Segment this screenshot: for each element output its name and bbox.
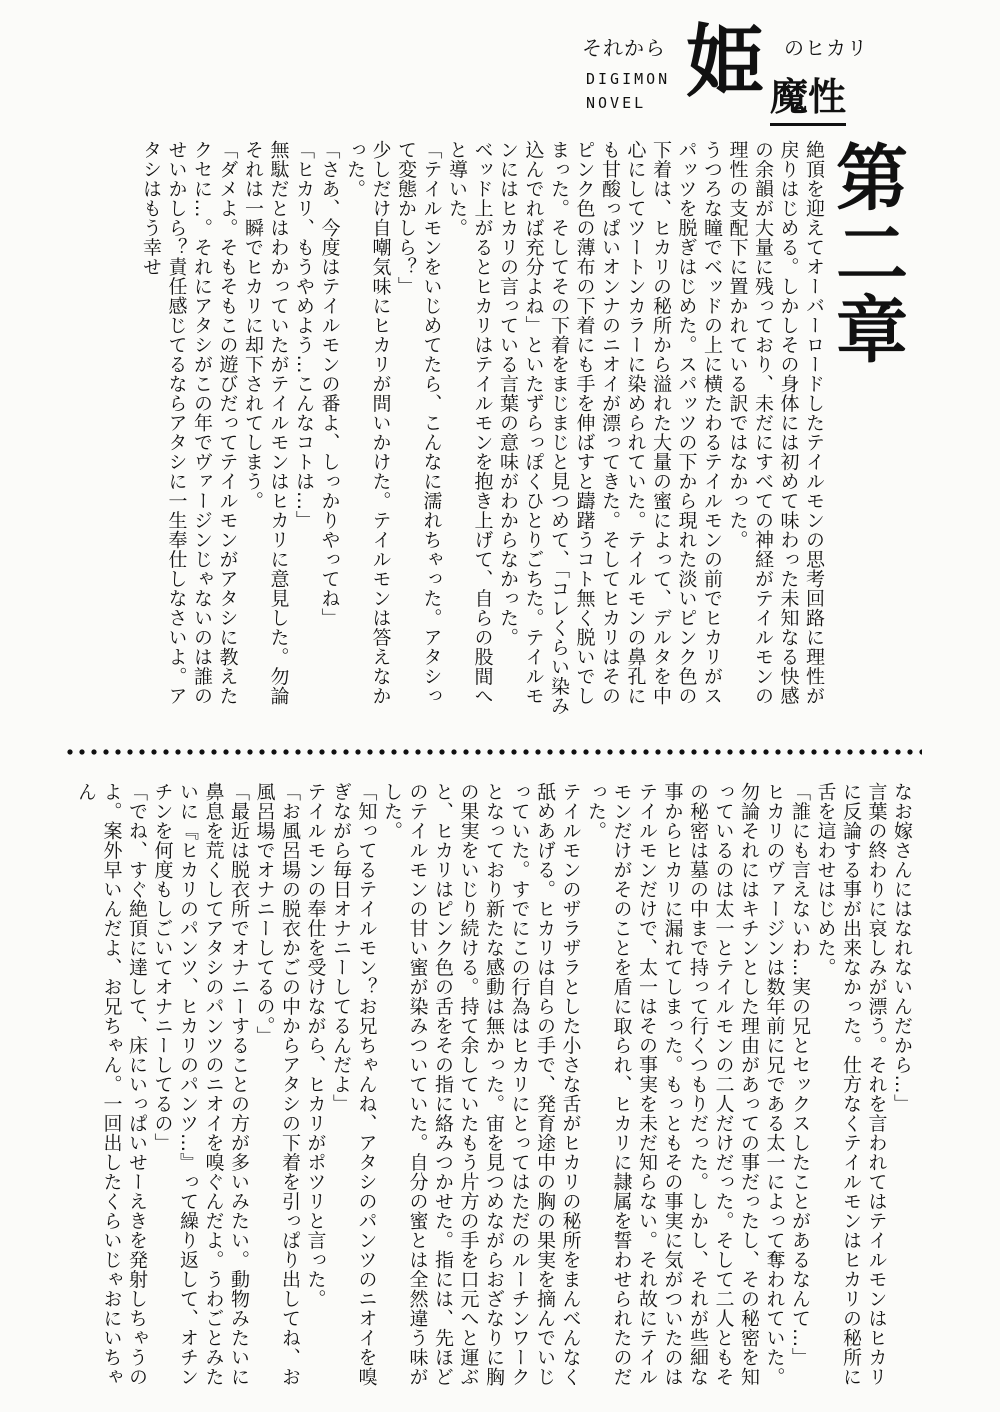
upper-text-block bbox=[96, 140, 826, 720]
paragraph: 「ヒカリ、もうやめよう…こんなコトは…」 bbox=[293, 140, 315, 530]
paragraph: 「ダメよ。そもそもこの遊びだってテイルモンがアタシに教えたクセに…。それにアタシがこの年でヴァージンじゃないのは誰のせいかしら？責任感じてるならアタシに一生奉仕しなさいよ。アタシはもう幸せ bbox=[140, 140, 239, 706]
header-subtitle: 魔性 bbox=[770, 66, 846, 126]
header-top-left: それから bbox=[582, 36, 666, 60]
paragraph: 無駄だとはわかっていたがテイルモンはヒカリに意見した。勿論それは一瞬でヒカリに却下されてしまう。 bbox=[242, 140, 290, 706]
series-header bbox=[582, 16, 882, 122]
paragraph: 「でね、すぐ絶頂に達して、床にいっぱいせーえきを発射しちゃうのよ。案外早いんだよ、お兄ちゃん。一回出したくらいじゃおにいちゃん bbox=[75, 782, 148, 1387]
paragraph: テイルモンのザラザラとした小さな舌がヒカリの秘所をまんべんなく舐めあげる。ヒカリは自らの手で、発育途中の胸の果実を摘んでいじっていた。すでにこの行為はヒカリにとってはただのルーチンワークとなっており新たな感動は無かった。宙を見つめながらおざなりに胸の果実をいじり続ける。持て余していたもう片方の手を口元へと運ぶと、ヒカリはピンク色の舌をその指に絡みつかせた。指には、先ほどのテイルモンの甘い蜜が染みついていた。自分の蜜とは全然違う味がした。 bbox=[381, 782, 582, 1387]
paragraph: ベッド上がるとヒカリはテイルモンを抱き上げて、自らの股間へと導いた。 bbox=[446, 140, 494, 706]
paragraph: うつろな瞳でベッドの上に横たわるテイルモンの前でヒカリがスパッツを脱ぎはじめた。スパッツの下から現れた淡いピンク色の下着は、ヒカリの秘所から溢れた大量の蜜によって、デルタを中心にしてツートンカラーに染められていた。テイルモンの鼻孔にも甘酸っぱいオンナのニオイが漂ってきた。そしてヒカリはそのピンク色の薄布の下着にも手を伸ばすと躊躇うコト無く脱いでしまった。そしてその下着をまじまじと見つめて、「コレくらい染み込んでれば充分よね」といたずらっぽくひとりごちた。テイルモンにはヒカリの言っている言葉の意味がわからなかった。 bbox=[497, 140, 723, 716]
chapter-title: 第二章 bbox=[824, 140, 909, 368]
header-top-right: のヒカリ bbox=[784, 36, 868, 60]
paragraph: ヒカリのヴァージンは数年前に兄である太一によって奪われていた。勿論それにはキチンとした理由があっての事だったし、その秘密を知っているのは太一とテイルモンの二人だけだった。そして二人ともその秘密は墓の中まで持って行くつもりだった。しかし、それが些細な事からヒカリに漏れてしまった。もっともその事実に気がついたのはテイルモンだけで、太一はその事実を未だ知らない。それ故にテイルモンだけがそのことを盾に取られ、ヒカリに隷属を誓わせられたのだった。 bbox=[585, 782, 786, 1387]
paragraph: なお嫁さんにはなれないんだから…」 bbox=[891, 782, 913, 1114]
paragraph: 「さあ、今度はテイルモンの番よ、しっかりやってね」 bbox=[318, 140, 341, 628]
paragraph: 「最近は脱衣所でオナニーすることの方が多いみたい。動物みたいに鼻息を荒くしてアタシのパンツのニオイを嗅ぐんだよ。うわごとみたいに『ヒカリのパンツ、ヒカリのパンツ…』って繰り返して、オチンチンを何度もしごいてオナニーしてるの」 bbox=[151, 782, 250, 1387]
header-en-line2: NOVEL bbox=[586, 94, 647, 112]
paragraph: 言葉の終わりに哀しみが漂う。それを言われてはテイルモンはヒカリに反論する事が出来なかった。仕方なくテイルモンはヒカリの秘所に舌を這わせはじめた。 bbox=[814, 782, 888, 1387]
paragraph: テイルモンの奉仕を受けながら、ヒカリがポツリと言った。 bbox=[304, 782, 327, 1309]
paragraph: 少しだけ自嘲気味にヒカリが問いかけた。テイルモンは答えなかった。 bbox=[344, 140, 392, 706]
paragraph: 「お風呂場の脱衣かごの中からアタシの下着を引っぱり出してね、お風呂場でオナニーしてるの。」 bbox=[253, 782, 301, 1387]
paragraph: 「知ってるテイルモン？お兄ちゃんね、アタシのパンツのニオイを嗅ぎながら毎日オナニーしてるんだよ」 bbox=[330, 782, 378, 1387]
header-big-char: 姫 bbox=[686, 16, 765, 107]
paragraph: 「テイルモンをいじめてたら、こんなに濡れちゃった。アタシって変態かしら？」 bbox=[395, 140, 443, 706]
paragraph: 絶頂を迎えてオーバーロードしたテイルモンの思考回路に理性が戻りはじめる。しかしその身体には初めて味わった未知なる快感の余韻が大量に残っており、未だにすべての神経がテイルモンの理性の支配下に置かれている訳ではなかった。 bbox=[726, 140, 825, 706]
header-en-line1: DIGIMON bbox=[586, 70, 671, 88]
paragraph: 「誰にも言えないわ…実の兄とセックスしたことがあるなんて…」 bbox=[789, 782, 811, 1367]
lower-text-block bbox=[75, 782, 914, 1390]
dotted-separator bbox=[64, 748, 922, 756]
